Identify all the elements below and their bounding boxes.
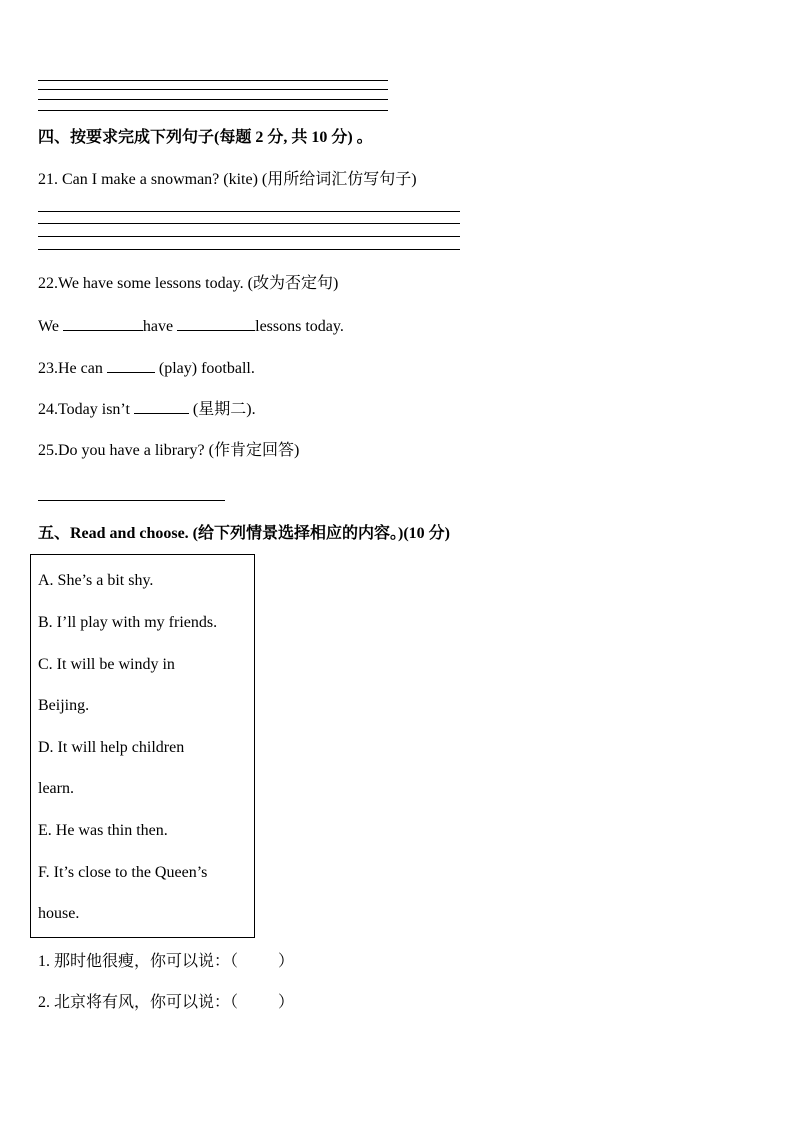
section-5-heading: 五、Read and choose. (给下列情景选择相应的内容。)(10 分) xyxy=(38,525,450,542)
blank-field[interactable] xyxy=(63,316,143,331)
answer-line xyxy=(38,249,460,250)
option-line: house. xyxy=(38,905,80,922)
question-21 xyxy=(38,170,417,190)
question-22: 22.We have some lessons today. (改为否定句) xyxy=(38,275,339,292)
blank-field[interactable] xyxy=(107,358,155,373)
option-line: Beijing. xyxy=(38,697,90,714)
question-23: 23.He can (play) football. xyxy=(38,360,255,377)
option-line: D. It will help children xyxy=(38,739,185,756)
answer-line xyxy=(38,89,388,90)
option-line: F. It’s close to the Queen’s xyxy=(38,864,208,881)
answer-line xyxy=(38,223,460,224)
question-21-text: Can I make a snowman? (kite) (用所给词汇仿写句子) xyxy=(58,171,417,188)
answer-line xyxy=(38,211,460,212)
question-25: 25.Do you have a library? (作肯定回答) xyxy=(38,442,300,459)
answer-line[interactable] xyxy=(38,500,225,501)
option-line: C. It will be windy in xyxy=(38,656,175,673)
question-24: 24.Today isn’t (星期二). xyxy=(38,401,256,418)
choose-item-1: 1. 那时他很瘦，你可以说：（ ） xyxy=(38,953,295,970)
section-4-heading: 四、按要求完成下列句子(每题 2 分, 共 10 分) 。 xyxy=(38,129,373,146)
blank-field[interactable] xyxy=(177,316,255,331)
answer-line xyxy=(38,80,388,81)
option-line: E. He was thin then. xyxy=(38,822,168,839)
question-21-number: 21. xyxy=(38,171,58,188)
answer-slot[interactable] xyxy=(238,993,278,1007)
blank-field[interactable] xyxy=(134,399,189,414)
answer-line xyxy=(38,110,388,111)
answer-line xyxy=(38,236,460,237)
choose-item-2: 2. 北京将有风，你可以说：（ ） xyxy=(38,994,295,1011)
question-22-answer: We have lessons today. xyxy=(38,318,344,335)
answer-line xyxy=(38,99,388,100)
option-line: A. She’s a bit shy. xyxy=(38,572,154,589)
option-line: B. I’ll play with my friends. xyxy=(38,614,218,631)
answer-slot[interactable] xyxy=(238,952,278,966)
option-line: learn. xyxy=(38,780,74,797)
